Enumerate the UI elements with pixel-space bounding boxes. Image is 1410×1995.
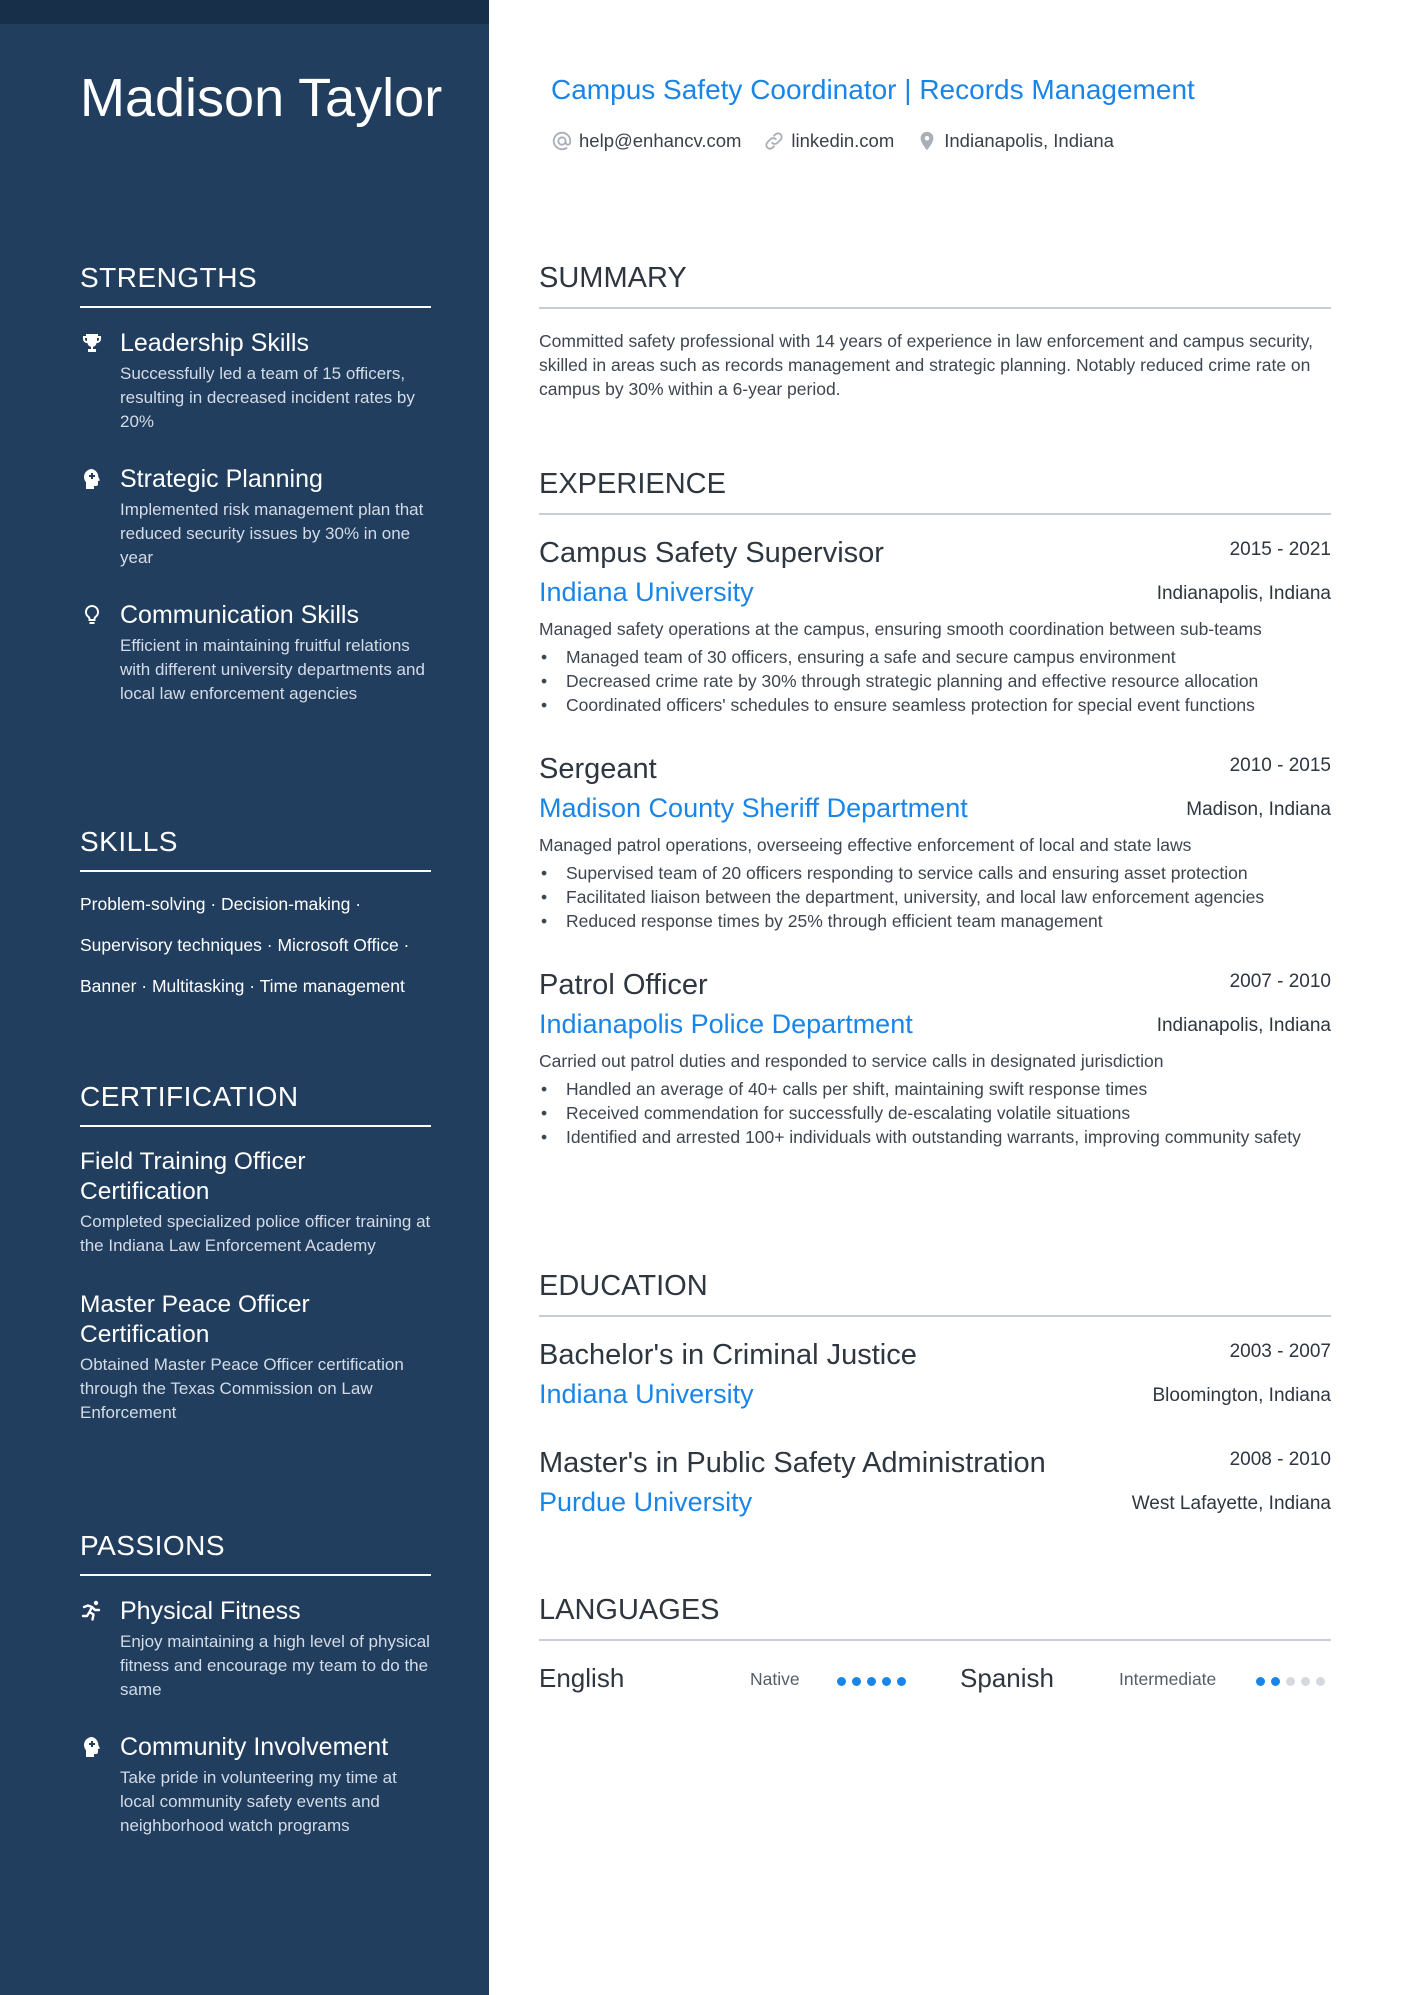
experience-entry — [539, 751, 1331, 933]
degree-dates: 2003 - 2007 — [1229, 1341, 1331, 1362]
running-icon — [80, 1599, 104, 1623]
rating-dot-filled — [882, 1677, 891, 1686]
company-name: Indianapolis Police Department — [539, 1009, 913, 1039]
strengths-heading: STRENGTHS — [80, 262, 431, 308]
certification-title: Master Peace Officer Certification — [80, 1291, 310, 1348]
certification-item — [80, 1290, 431, 1425]
strength-title: Strategic Planning — [120, 465, 323, 493]
strength-item — [80, 328, 431, 434]
school-name: Purdue University — [539, 1487, 753, 1517]
job-location: Madison, Indiana — [1186, 799, 1331, 820]
certification-description: Completed specialized police officer training at the Indiana Law Enforcement Academy — [80, 1212, 431, 1255]
rating-dot-empty — [1286, 1677, 1295, 1686]
headline: Campus Safety Coordinator | Records Management — [551, 74, 1195, 105]
rating-dot-filled — [852, 1677, 861, 1686]
bullet-item: • Supervised team of 20 officers responding to service calls and ensuring asset protection — [539, 861, 1331, 885]
summary-heading: SUMMARY — [539, 262, 1331, 309]
school-location: Bloomington, Indiana — [1152, 1385, 1331, 1406]
candidate-name: Madison Taylor — [80, 68, 443, 128]
education-heading: EDUCATION — [539, 1270, 1331, 1317]
email-text: help@enhancv.com — [579, 130, 742, 151]
school-name: Indiana University — [539, 1379, 754, 1409]
bullet-item: • Received commendation for successfully de-escalating volatile situations — [539, 1101, 1331, 1125]
education-entry — [539, 1445, 1331, 1519]
languages-section — [539, 1594, 1331, 1699]
location-contact — [916, 130, 1114, 152]
rating-dot-empty — [1301, 1677, 1310, 1686]
bullet-item: • Managed team of 30 officers, ensuring a safe and secure campus environment — [539, 645, 1331, 669]
bullet-item: • Reduced response times by 25% through efficient team management — [539, 909, 1331, 933]
lightbulb-icon — [80, 603, 104, 627]
skills-section — [80, 826, 431, 1007]
bullet-item: • Coordinated officers' schedules to ensure seamless protection for special event functions — [539, 693, 1331, 717]
language-name: English — [539, 1663, 625, 1693]
rating-dot-filled — [1271, 1677, 1280, 1686]
passion-title: Physical Fitness — [120, 1597, 301, 1625]
bullet-item: • Identified and arrested 100+ individuals with outstanding warrants, improving community safety — [539, 1125, 1331, 1149]
linkedin-text: linkedin.com — [791, 130, 895, 151]
job-title: Sergeant — [539, 753, 657, 785]
strength-item — [80, 464, 431, 570]
language-level: Native — [750, 1669, 800, 1689]
passion-description: Enjoy maintaining a high level of physical fitness and encourage my team to do the same — [120, 1632, 430, 1699]
job-location: Indianapolis, Indiana — [1156, 1015, 1331, 1036]
strength-description: Implemented risk management plan that reduced security issues by 30% in one year — [120, 500, 424, 567]
strength-title: Leadership Skills — [120, 329, 309, 357]
location-text: Indianapolis, Indiana — [944, 130, 1114, 151]
experience-entry — [539, 535, 1331, 717]
school-location: West Lafayette, Indiana — [1131, 1493, 1331, 1514]
job-dates: 2015 - 2021 — [1229, 539, 1331, 560]
job-description: Carried out patrol duties and responded to service calls in designated jurisdiction — [539, 1051, 1164, 1071]
main-content — [539, 0, 1331, 1995]
passions-section — [80, 1530, 431, 1838]
rating-dot-filled — [837, 1677, 846, 1686]
language-rating — [837, 1677, 912, 1686]
certification-description: Obtained Master Peace Officer certification through the Texas Commission on Law Enforcement — [80, 1355, 404, 1422]
contact-bar — [551, 130, 1136, 152]
passions-heading: PASSIONS — [80, 1530, 431, 1576]
experience-heading: EXPERIENCE — [539, 468, 1331, 515]
link-icon — [763, 130, 791, 152]
brain-icon — [80, 1735, 104, 1759]
strength-item — [80, 600, 431, 706]
education-section — [539, 1270, 1331, 1519]
job-bullets — [539, 645, 1331, 717]
education-entry — [539, 1337, 1331, 1411]
bullet-item: • Decreased crime rate by 30% through strategic planning and effective resource allocation — [539, 669, 1331, 693]
job-title: Campus Safety Supervisor — [539, 537, 884, 569]
job-dates: 2010 - 2015 — [1229, 755, 1331, 776]
degree-dates: 2008 - 2010 — [1229, 1449, 1331, 1470]
rating-dot-filled — [897, 1677, 906, 1686]
company-name: Indiana University — [539, 577, 754, 607]
languages-row — [539, 1659, 1331, 1699]
job-bullets — [539, 861, 1331, 933]
languages-heading: LANGUAGES — [539, 1594, 1331, 1641]
job-bullets — [539, 1077, 1331, 1149]
job-location: Indianapolis, Indiana — [1156, 583, 1331, 604]
job-title: Patrol Officer — [539, 969, 708, 1001]
passion-title: Community Involvement — [120, 1733, 389, 1761]
passion-item — [80, 1732, 431, 1838]
language-level: Intermediate — [1119, 1669, 1217, 1689]
strengths-section — [80, 262, 431, 706]
passion-description: Take pride in volunteering my time at local community safety events and neighborhood watch programs — [120, 1768, 397, 1835]
summary-text: Committed safety professional with 14 years of experience in law enforcement and campus security, skilled in areas such as records management and strategic planning. Notably reduced crime rate on campus by 30% within a 6-year period. — [539, 331, 1313, 399]
degree-title: Master's in Public Safety Administration — [539, 1447, 1046, 1479]
language-name: Spanish — [960, 1663, 1054, 1693]
passion-item — [80, 1596, 431, 1702]
bullet-item: • Facilitated liaison between the department, university, and local law enforcement agencies — [539, 885, 1331, 909]
sidebar-top-bar — [0, 0, 489, 24]
email-contact[interactable] — [551, 130, 741, 152]
strength-title: Communication Skills — [120, 601, 359, 629]
language-rating — [1256, 1677, 1331, 1686]
job-description: Managed patrol operations, overseeing effective enforcement of local and state laws — [539, 835, 1192, 855]
rating-dot-filled — [867, 1677, 876, 1686]
bullet-item: • Handled an average of 40+ calls per shift, maintaining swift response times — [539, 1077, 1331, 1101]
certification-title: Field Training Officer Certification — [80, 1148, 306, 1205]
linkedin-contact[interactable] — [763, 130, 894, 152]
at-icon — [551, 130, 579, 152]
rating-dot-filled — [1256, 1677, 1265, 1686]
job-dates: 2007 - 2010 — [1229, 971, 1331, 992]
job-description: Managed safety operations at the campus, ensuring smooth coordination between sub-teams — [539, 619, 1262, 639]
location-pin-icon — [916, 130, 944, 152]
company-name: Madison County Sheriff Department — [539, 793, 968, 823]
summary-section — [539, 262, 1331, 401]
brain-icon — [80, 467, 104, 491]
skills-heading: SKILLS — [80, 826, 431, 872]
degree-title: Bachelor's in Criminal Justice — [539, 1339, 917, 1371]
experience-section — [539, 468, 1331, 1149]
certification-item — [80, 1147, 431, 1258]
strength-description: Successfully led a team of 15 officers, resulting in decreased incident rates by 20% — [120, 364, 415, 431]
trophy-icon — [80, 331, 104, 355]
rating-dot-empty — [1316, 1677, 1325, 1686]
certification-heading: CERTIFICATION — [80, 1081, 431, 1127]
certification-section — [80, 1081, 431, 1425]
strength-description: Efficient in maintaining fruitful relations with different university departments and local law enforcement agencies — [120, 636, 425, 703]
experience-entry — [539, 967, 1331, 1149]
skills-list: Problem-solving · Decision-making · Supervisory techniques · Microsoft Office · Banner · Multitasking · Time management — [80, 894, 410, 996]
sidebar — [0, 0, 489, 1995]
